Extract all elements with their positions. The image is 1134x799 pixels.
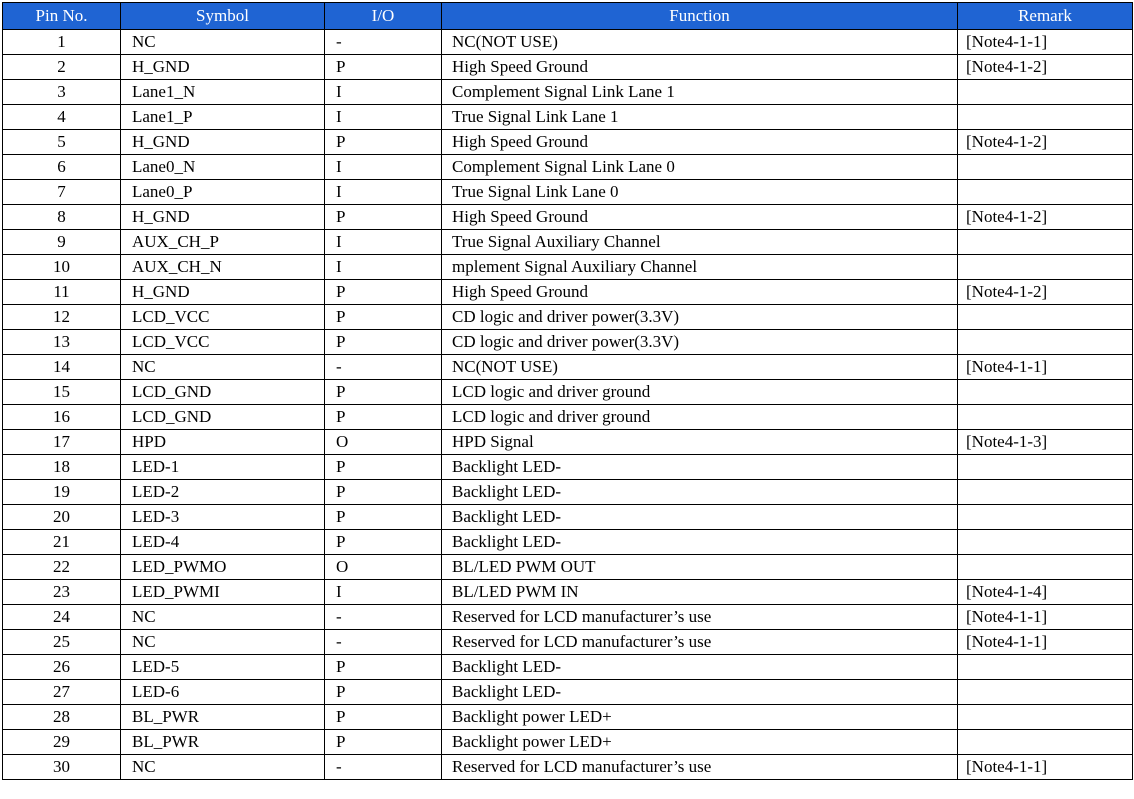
io-cell: P	[325, 705, 442, 730]
symbol-cell: H_GND	[121, 205, 325, 230]
table-row	[3, 680, 1133, 705]
remark-cell: [Note4-1-1]	[958, 630, 1133, 655]
remark-cell	[958, 655, 1133, 680]
pin-number-cell: 25	[3, 630, 121, 655]
symbol-cell: AUX_CH_P	[121, 230, 325, 255]
remark-cell: [Note4-1-1]	[958, 355, 1133, 380]
pin-number-cell: 15	[3, 380, 121, 405]
function-cell: NC(NOT USE)	[442, 30, 958, 55]
table-row	[3, 205, 1133, 230]
remark-cell: [Note4-1-1]	[958, 605, 1133, 630]
io-cell: P	[325, 205, 442, 230]
pin-number-cell: 1	[3, 30, 121, 55]
function-cell: CD logic and driver power(3.3V)	[442, 305, 958, 330]
pin-number-cell: 23	[3, 580, 121, 605]
symbol-cell: NC	[121, 630, 325, 655]
table-row	[3, 105, 1133, 130]
symbol-cell: LCD_VCC	[121, 330, 325, 355]
pin-number-cell: 20	[3, 505, 121, 530]
table-row	[3, 555, 1133, 580]
table-row	[3, 605, 1133, 630]
remark-cell	[958, 230, 1133, 255]
pin-number-cell: 19	[3, 480, 121, 505]
pin-number-cell: 17	[3, 430, 121, 455]
pin-assignment-table	[2, 2, 1133, 780]
table-row	[3, 630, 1133, 655]
header-io: I/O	[325, 3, 442, 30]
io-cell: P	[325, 280, 442, 305]
symbol-cell: LED-4	[121, 530, 325, 555]
pin-number-cell: 11	[3, 280, 121, 305]
io-cell: P	[325, 530, 442, 555]
table-row	[3, 30, 1133, 55]
symbol-cell: LED-1	[121, 455, 325, 480]
symbol-cell: AUX_CH_N	[121, 255, 325, 280]
io-cell: -	[325, 30, 442, 55]
function-cell: True Signal Auxiliary Channel	[442, 230, 958, 255]
pin-number-cell: 5	[3, 130, 121, 155]
symbol-cell: H_GND	[121, 280, 325, 305]
io-cell: P	[325, 330, 442, 355]
pin-number-cell: 29	[3, 730, 121, 755]
io-cell: -	[325, 355, 442, 380]
table-row	[3, 530, 1133, 555]
function-cell: Backlight power LED+	[442, 730, 958, 755]
remark-cell: [Note4-1-3]	[958, 430, 1133, 455]
io-cell: P	[325, 130, 442, 155]
function-cell: Reserved for LCD manufacturer’s use	[442, 755, 958, 780]
pin-number-cell: 7	[3, 180, 121, 205]
io-cell: I	[325, 80, 442, 105]
pin-number-cell: 21	[3, 530, 121, 555]
table-row	[3, 480, 1133, 505]
function-cell: HPD Signal	[442, 430, 958, 455]
symbol-cell: BL_PWR	[121, 730, 325, 755]
io-cell: I	[325, 580, 442, 605]
pin-number-cell: 13	[3, 330, 121, 355]
io-cell: P	[325, 680, 442, 705]
remark-cell	[958, 380, 1133, 405]
header-function: Function	[442, 3, 958, 30]
function-cell: Backlight LED-	[442, 680, 958, 705]
remark-cell: [Note4-1-2]	[958, 55, 1133, 80]
pin-number-cell: 18	[3, 455, 121, 480]
function-cell: True Signal Link Lane 1	[442, 105, 958, 130]
function-cell: Reserved for LCD manufacturer’s use	[442, 605, 958, 630]
function-cell: Backlight LED-	[442, 455, 958, 480]
function-cell: Backlight LED-	[442, 530, 958, 555]
pin-number-cell: 12	[3, 305, 121, 330]
table-row	[3, 230, 1133, 255]
remark-cell	[958, 405, 1133, 430]
io-cell: I	[325, 105, 442, 130]
pin-number-cell: 26	[3, 655, 121, 680]
pin-number-cell: 4	[3, 105, 121, 130]
function-cell: Backlight LED-	[442, 480, 958, 505]
function-cell: BL/LED PWM IN	[442, 580, 958, 605]
symbol-cell: NC	[121, 605, 325, 630]
remark-cell	[958, 730, 1133, 755]
remark-cell	[958, 455, 1133, 480]
function-cell: LCD logic and driver ground	[442, 405, 958, 430]
io-cell: I	[325, 230, 442, 255]
function-cell: Backlight LED-	[442, 655, 958, 680]
table-row	[3, 730, 1133, 755]
table-row	[3, 305, 1133, 330]
table-row	[3, 80, 1133, 105]
pin-assignment-page	[2, 2, 1132, 797]
symbol-cell: NC	[121, 755, 325, 780]
pin-number-cell: 24	[3, 605, 121, 630]
function-cell: Complement Signal Link Lane 0	[442, 155, 958, 180]
symbol-cell: LED-2	[121, 480, 325, 505]
symbol-cell: LED-6	[121, 680, 325, 705]
table-row	[3, 405, 1133, 430]
io-cell: I	[325, 180, 442, 205]
io-cell: P	[325, 655, 442, 680]
table-row	[3, 355, 1133, 380]
table-row	[3, 705, 1133, 730]
symbol-cell: LED_PWMO	[121, 555, 325, 580]
table-row	[3, 180, 1133, 205]
table-body	[3, 30, 1133, 780]
pin-number-cell: 30	[3, 755, 121, 780]
io-cell: I	[325, 155, 442, 180]
table-row	[3, 505, 1133, 530]
table-row	[3, 130, 1133, 155]
io-cell: P	[325, 480, 442, 505]
header-remark: Remark	[958, 3, 1133, 30]
io-cell: P	[325, 305, 442, 330]
symbol-cell: H_GND	[121, 130, 325, 155]
pin-number-cell: 6	[3, 155, 121, 180]
table-row	[3, 280, 1133, 305]
io-cell: -	[325, 605, 442, 630]
symbol-cell: LCD_GND	[121, 380, 325, 405]
symbol-cell: Lane0_P	[121, 180, 325, 205]
symbol-cell: NC	[121, 355, 325, 380]
function-cell: mplement Signal Auxiliary Channel	[442, 255, 958, 280]
pin-number-cell: 9	[3, 230, 121, 255]
pin-number-cell: 8	[3, 205, 121, 230]
io-cell: P	[325, 455, 442, 480]
table-row	[3, 330, 1133, 355]
io-cell: O	[325, 430, 442, 455]
remark-cell	[958, 555, 1133, 580]
remark-cell	[958, 705, 1133, 730]
symbol-cell: LED_PWMI	[121, 580, 325, 605]
header-row	[3, 3, 1133, 30]
table-row	[3, 155, 1133, 180]
remark-cell	[958, 105, 1133, 130]
remark-cell	[958, 680, 1133, 705]
remark-cell: [Note4-1-4]	[958, 580, 1133, 605]
table-row	[3, 430, 1133, 455]
io-cell: -	[325, 630, 442, 655]
function-cell: High Speed Ground	[442, 280, 958, 305]
header-pin-no: Pin No.	[3, 3, 121, 30]
io-cell: -	[325, 755, 442, 780]
io-cell: I	[325, 255, 442, 280]
function-cell: Reserved for LCD manufacturer’s use	[442, 630, 958, 655]
remark-cell	[958, 530, 1133, 555]
function-cell: Complement Signal Link Lane 1	[442, 80, 958, 105]
function-cell: Backlight power LED+	[442, 705, 958, 730]
io-cell: P	[325, 405, 442, 430]
remark-cell	[958, 180, 1133, 205]
remark-cell: [Note4-1-2]	[958, 280, 1133, 305]
table-row	[3, 580, 1133, 605]
table-row	[3, 755, 1133, 780]
function-cell: NC(NOT USE)	[442, 355, 958, 380]
pin-number-cell: 2	[3, 55, 121, 80]
symbol-cell: LCD_GND	[121, 405, 325, 430]
table-row	[3, 455, 1133, 480]
function-cell: Backlight LED-	[442, 505, 958, 530]
remark-cell: [Note4-1-2]	[958, 130, 1133, 155]
symbol-cell: BL_PWR	[121, 705, 325, 730]
function-cell: CD logic and driver power(3.3V)	[442, 330, 958, 355]
remark-cell	[958, 80, 1133, 105]
table-header	[3, 3, 1133, 30]
symbol-cell: NC	[121, 30, 325, 55]
pin-number-cell: 10	[3, 255, 121, 280]
symbol-cell: LED-5	[121, 655, 325, 680]
io-cell: P	[325, 505, 442, 530]
pin-number-cell: 3	[3, 80, 121, 105]
header-symbol: Symbol	[121, 3, 325, 30]
remark-cell: [Note4-1-2]	[958, 205, 1133, 230]
table-row	[3, 255, 1133, 280]
symbol-cell: Lane0_N	[121, 155, 325, 180]
table-row	[3, 655, 1133, 680]
io-cell: P	[325, 55, 442, 80]
remark-cell: [Note4-1-1]	[958, 755, 1133, 780]
pin-number-cell: 27	[3, 680, 121, 705]
remark-cell: [Note4-1-1]	[958, 30, 1133, 55]
pin-number-cell: 14	[3, 355, 121, 380]
io-cell: O	[325, 555, 442, 580]
table-row	[3, 380, 1133, 405]
remark-cell	[958, 155, 1133, 180]
function-cell: True Signal Link Lane 0	[442, 180, 958, 205]
function-cell: High Speed Ground	[442, 205, 958, 230]
symbol-cell: LCD_VCC	[121, 305, 325, 330]
io-cell: P	[325, 730, 442, 755]
symbol-cell: Lane1_N	[121, 80, 325, 105]
remark-cell	[958, 330, 1133, 355]
function-cell: BL/LED PWM OUT	[442, 555, 958, 580]
pin-number-cell: 28	[3, 705, 121, 730]
pin-number-cell: 16	[3, 405, 121, 430]
symbol-cell: LED-3	[121, 505, 325, 530]
io-cell: P	[325, 380, 442, 405]
remark-cell	[958, 305, 1133, 330]
symbol-cell: HPD	[121, 430, 325, 455]
symbol-cell: Lane1_P	[121, 105, 325, 130]
table-row	[3, 55, 1133, 80]
function-cell: High Speed Ground	[442, 130, 958, 155]
pin-number-cell: 22	[3, 555, 121, 580]
function-cell: LCD logic and driver ground	[442, 380, 958, 405]
remark-cell	[958, 255, 1133, 280]
remark-cell	[958, 480, 1133, 505]
function-cell: High Speed Ground	[442, 55, 958, 80]
symbol-cell: H_GND	[121, 55, 325, 80]
remark-cell	[958, 505, 1133, 530]
